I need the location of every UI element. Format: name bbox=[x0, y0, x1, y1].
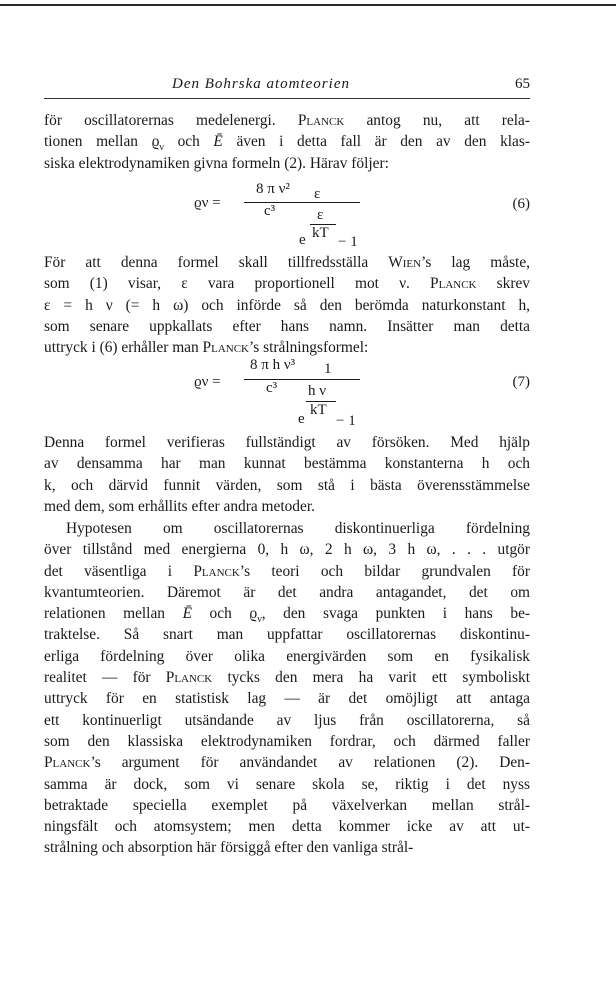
page-number: 65 bbox=[515, 76, 530, 92]
small-caps-name: Planck bbox=[165, 669, 213, 687]
eq7-exp-denominator: kT bbox=[310, 402, 327, 418]
italic-symbol: Ē bbox=[213, 133, 223, 151]
italic-symbol: Ē bbox=[182, 605, 192, 623]
text-line: uttryck för en statistisk lag — är det omöjligt att antaga bbox=[44, 690, 530, 708]
text-line: relationen mellan Ē och $ϱ_\nu$, den svaga punkten i hans be- bbox=[44, 605, 531, 626]
text-line: uttryck i (6) erhåller man Planck’s strålningsformel: bbox=[44, 339, 369, 357]
text-line: ningsfält och atomsystem; men detta kommer icke av att ut- bbox=[44, 818, 530, 836]
text-line: över tillstånd med energierna 0, h ω, 2 h ω, 3 h ω, . . . utgör bbox=[44, 541, 530, 559]
paragraph-4 bbox=[44, 518, 530, 859]
eq6-exp-denominator: kT bbox=[312, 225, 329, 241]
eq6-denominator: c³ bbox=[264, 203, 276, 219]
eq6-minus-one: − 1 bbox=[338, 234, 358, 250]
top-edge-rule bbox=[0, 4, 616, 6]
text-line: siska elektrodynamiken givna formeln (2). Härav följer: bbox=[44, 154, 389, 172]
eq7-fraction-bar-2 bbox=[306, 379, 360, 380]
text-line: betraktade speciella exemplet på växelverkan mellan strål- bbox=[44, 796, 530, 814]
text-line: för oscillatorernas medelenergi. Planck antog nu, att rela- bbox=[44, 112, 530, 129]
eq7-base: e bbox=[298, 411, 305, 427]
small-caps-name: Planck bbox=[297, 112, 345, 129]
text-line: traktelse. Så snart man uppfattar oscillatorernas diskontinu- bbox=[44, 626, 530, 644]
eq6-numerator-2: ε bbox=[314, 186, 321, 202]
eq6-base: e bbox=[299, 232, 306, 248]
text-line: k, och därvid funnit värden, som stå i bästa överensstämmelse bbox=[44, 476, 530, 494]
eq7-lhs: ϱν = bbox=[194, 374, 221, 390]
text-line: För att denna formel skall tillfredsställa Wien’s lag måste, bbox=[44, 254, 530, 271]
text-line: som (1) visar, ε vara proportionell mot ν. Planck skrev bbox=[44, 275, 530, 293]
eq7-label: (7) bbox=[512, 374, 530, 390]
eq7-numerator-2: 1 bbox=[324, 361, 332, 377]
eq6-fraction-bar-2 bbox=[300, 202, 360, 203]
text-line: Planck’s argument för användandet av relationen (2). Den- bbox=[44, 754, 530, 772]
paragraph-1 bbox=[44, 110, 530, 174]
paragraph-3 bbox=[44, 432, 530, 517]
eq7-denominator: c³ bbox=[266, 380, 278, 396]
text-line: Hypotesen om oscillatorernas diskontinuerliga fördelning bbox=[66, 520, 530, 537]
text-line: som senare uppkallats efter hans namn. Insätter man detta bbox=[44, 317, 530, 335]
text-line: med dem, som erhållits efter andra metoder. bbox=[44, 497, 315, 515]
text-line: Denna formel verifieras fullständigt av försöken. Med hjälp bbox=[44, 434, 530, 451]
text-line: av densamma har man kunnat bestämma konstanterna h och bbox=[44, 455, 530, 473]
header-rule bbox=[44, 98, 530, 99]
eq6-lhs: ϱν = bbox=[194, 195, 221, 211]
text-line: erliga fördelning över olika energivärden som en fysikalisk bbox=[44, 647, 530, 665]
eq6-numerator: 8 π ν² bbox=[256, 181, 290, 197]
text-line: strålning och absorption här försiggå efter den vanliga strål- bbox=[44, 839, 414, 857]
text-line: samma är dock, som vi senare skola se, riktig i det nyss bbox=[44, 775, 530, 793]
small-caps-name: Wien bbox=[388, 254, 422, 271]
small-caps-name: Planck bbox=[193, 562, 240, 580]
subscript: ν bbox=[257, 614, 262, 626]
text-line: ett kontinuerligt utsändande av ljus från oscillatorerna, så bbox=[44, 711, 530, 729]
text-line: ε = h ν (= h ω) och införde så den berömda naturkonstant h, bbox=[44, 296, 530, 314]
running-title: Den Bohrska atomteorien bbox=[172, 76, 350, 92]
eq7-minus-one: − 1 bbox=[336, 413, 356, 429]
text-line: det väsentliga i Planck’s teori och bildar grundvalen för bbox=[44, 562, 530, 580]
small-caps-name: Planck bbox=[44, 754, 91, 772]
running-header bbox=[44, 76, 530, 98]
paragraph-2 bbox=[44, 252, 530, 358]
small-caps-name: Planck bbox=[202, 339, 249, 357]
text-line: kvantumteorien. Däremot är det andra antagandet, det om bbox=[44, 583, 530, 601]
eq6-exp-numerator: ε bbox=[317, 207, 324, 223]
text-line: som den klassiska elektrodynamiken fordrar, och därmed faller bbox=[44, 732, 530, 750]
eq6-label: (6) bbox=[512, 196, 530, 212]
text-line: realitet — för Planck tycks den mera ha varit ett symboliskt bbox=[44, 669, 530, 687]
eq7-numerator: 8 π h ν³ bbox=[250, 357, 296, 373]
text-line: tionen mellan $ϱ_\nu$ och Ē även i detta fall är den av den klas- bbox=[44, 133, 530, 154]
subscript: ν bbox=[159, 142, 164, 154]
small-caps-name: Planck bbox=[430, 275, 477, 293]
eq7-exp-numerator: h ν bbox=[308, 383, 327, 399]
